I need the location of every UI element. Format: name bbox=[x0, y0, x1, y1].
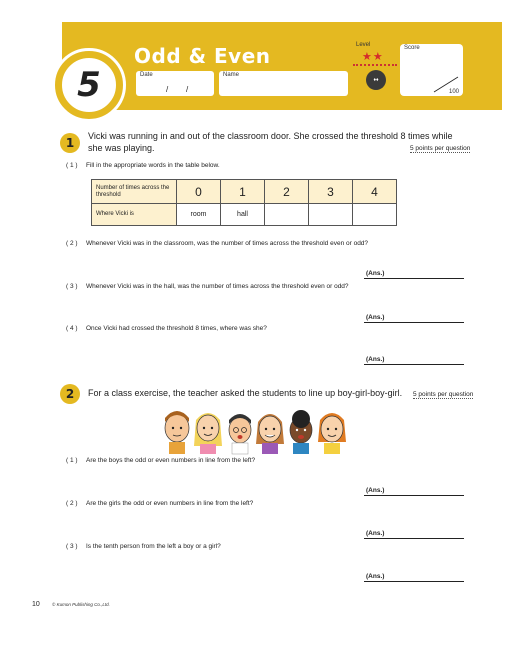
problem-1-q4-ans-label: (Ans.) bbox=[366, 356, 385, 363]
girl-1-icon bbox=[194, 413, 222, 454]
problem-1-points: 5 points per question bbox=[410, 145, 471, 152]
table-number-1: 1 bbox=[221, 180, 265, 204]
copyright: © Kumon Publishing Co.,Ltd. bbox=[52, 602, 110, 607]
table-number-0: 0 bbox=[177, 180, 221, 204]
score-total: 100 bbox=[449, 89, 460, 95]
problem-1-q2-text: Whenever Vicki was in the classroom, was the number of times across the threshold even or odd? bbox=[86, 240, 369, 247]
table-place-1: hall bbox=[221, 204, 265, 226]
problem-1-q3-number: ( 3 ) bbox=[66, 283, 78, 290]
problem-1-text: Vicki was running in and out of the classroom door. She crossed the threshold 8 times while she was playing. bbox=[88, 131, 453, 153]
boy-1-icon bbox=[165, 411, 189, 454]
problem-2-q1-ans-label: (Ans.) bbox=[366, 487, 385, 494]
problem-1-q4-number: ( 4 ) bbox=[66, 325, 78, 332]
problem-2-q2-text: Are the girls the odd or even numbers in line from the left? bbox=[86, 500, 254, 507]
problem-2-q2-answer-line[interactable] bbox=[364, 538, 464, 539]
problem-2-q3-ans-label: (Ans.) bbox=[366, 573, 385, 580]
problem-2-q2-ans-label: (Ans.) bbox=[366, 530, 385, 537]
table-place-2[interactable] bbox=[265, 204, 309, 226]
table-row1-header: Number of times across the threshold bbox=[92, 180, 177, 204]
table-number-2: 2 bbox=[265, 180, 309, 204]
problem-1-q2-ans-label: (Ans.) bbox=[366, 270, 385, 277]
table-place-3[interactable] bbox=[309, 204, 353, 226]
problem-1-q2-answer-line[interactable] bbox=[364, 278, 464, 279]
problem-1-number: 1 bbox=[60, 133, 80, 153]
problem-2-q1-answer-line[interactable] bbox=[364, 495, 464, 496]
problem-1-q4-text: Once Vicki had crossed the threshold 8 times, where was she? bbox=[86, 325, 267, 332]
problem-1-q3-text: Whenever Vicki was in the hall, was the number of times across the threshold even or odd? bbox=[86, 283, 349, 290]
problem-1-q1-text: Fill in the appropriate words in the table below. bbox=[86, 162, 220, 169]
problem-2-q3-text: Is the tenth person from the left a boy or a girl? bbox=[86, 543, 221, 550]
level-label: Level bbox=[356, 42, 371, 48]
table-row2-header: Where Vicki is bbox=[92, 204, 177, 226]
problem-2-text: For a class exercise, the teacher asked the students to line up boy-girl-boy-girl. bbox=[88, 388, 403, 398]
score-label: Score bbox=[404, 45, 420, 51]
date-label: Date bbox=[140, 72, 153, 78]
problem-1-q3-ans-label: (Ans.) bbox=[366, 314, 385, 321]
table-row bbox=[92, 180, 397, 204]
problem-2-q1-text: Are the boys the odd or even numbers in line from the left? bbox=[86, 457, 256, 464]
problem-2-number: 2 bbox=[60, 384, 80, 404]
level-stars: ★★ bbox=[362, 51, 384, 63]
name-label: Name bbox=[223, 72, 240, 78]
problem-2-q1-number: ( 1 ) bbox=[66, 457, 78, 464]
level-divider bbox=[353, 64, 397, 68]
unit-number: 5 bbox=[60, 56, 118, 114]
boy-2-icon bbox=[229, 414, 251, 454]
level-badge-icon: ♦♦ bbox=[366, 70, 386, 90]
problem-2-points: 5 points per question bbox=[413, 391, 474, 398]
page-number: 10 bbox=[32, 601, 40, 608]
girl-2-icon bbox=[256, 414, 284, 454]
table-number-4: 4 bbox=[353, 180, 397, 204]
table-place-4[interactable] bbox=[353, 204, 397, 226]
problem-1-q4-answer-line[interactable] bbox=[364, 364, 464, 365]
problem-1-q1-number: ( 1 ) bbox=[66, 162, 78, 169]
table-place-0: room bbox=[177, 204, 221, 226]
threshold-table bbox=[91, 179, 397, 226]
date-slashes: / / bbox=[166, 85, 189, 94]
table-row bbox=[92, 204, 397, 226]
problem-1-q2-number: ( 2 ) bbox=[66, 240, 78, 247]
girl-3-icon bbox=[318, 413, 346, 454]
problem-2-q3-number: ( 3 ) bbox=[66, 543, 78, 550]
children-illustration bbox=[160, 406, 350, 456]
problem-1-q3-answer-line[interactable] bbox=[364, 322, 464, 323]
table-number-3: 3 bbox=[309, 180, 353, 204]
boy-3-icon bbox=[290, 410, 312, 454]
problem-2-q2-number: ( 2 ) bbox=[66, 500, 78, 507]
page-title: Odd & Even bbox=[134, 44, 271, 68]
problem-2-q3-answer-line[interactable] bbox=[364, 581, 464, 582]
